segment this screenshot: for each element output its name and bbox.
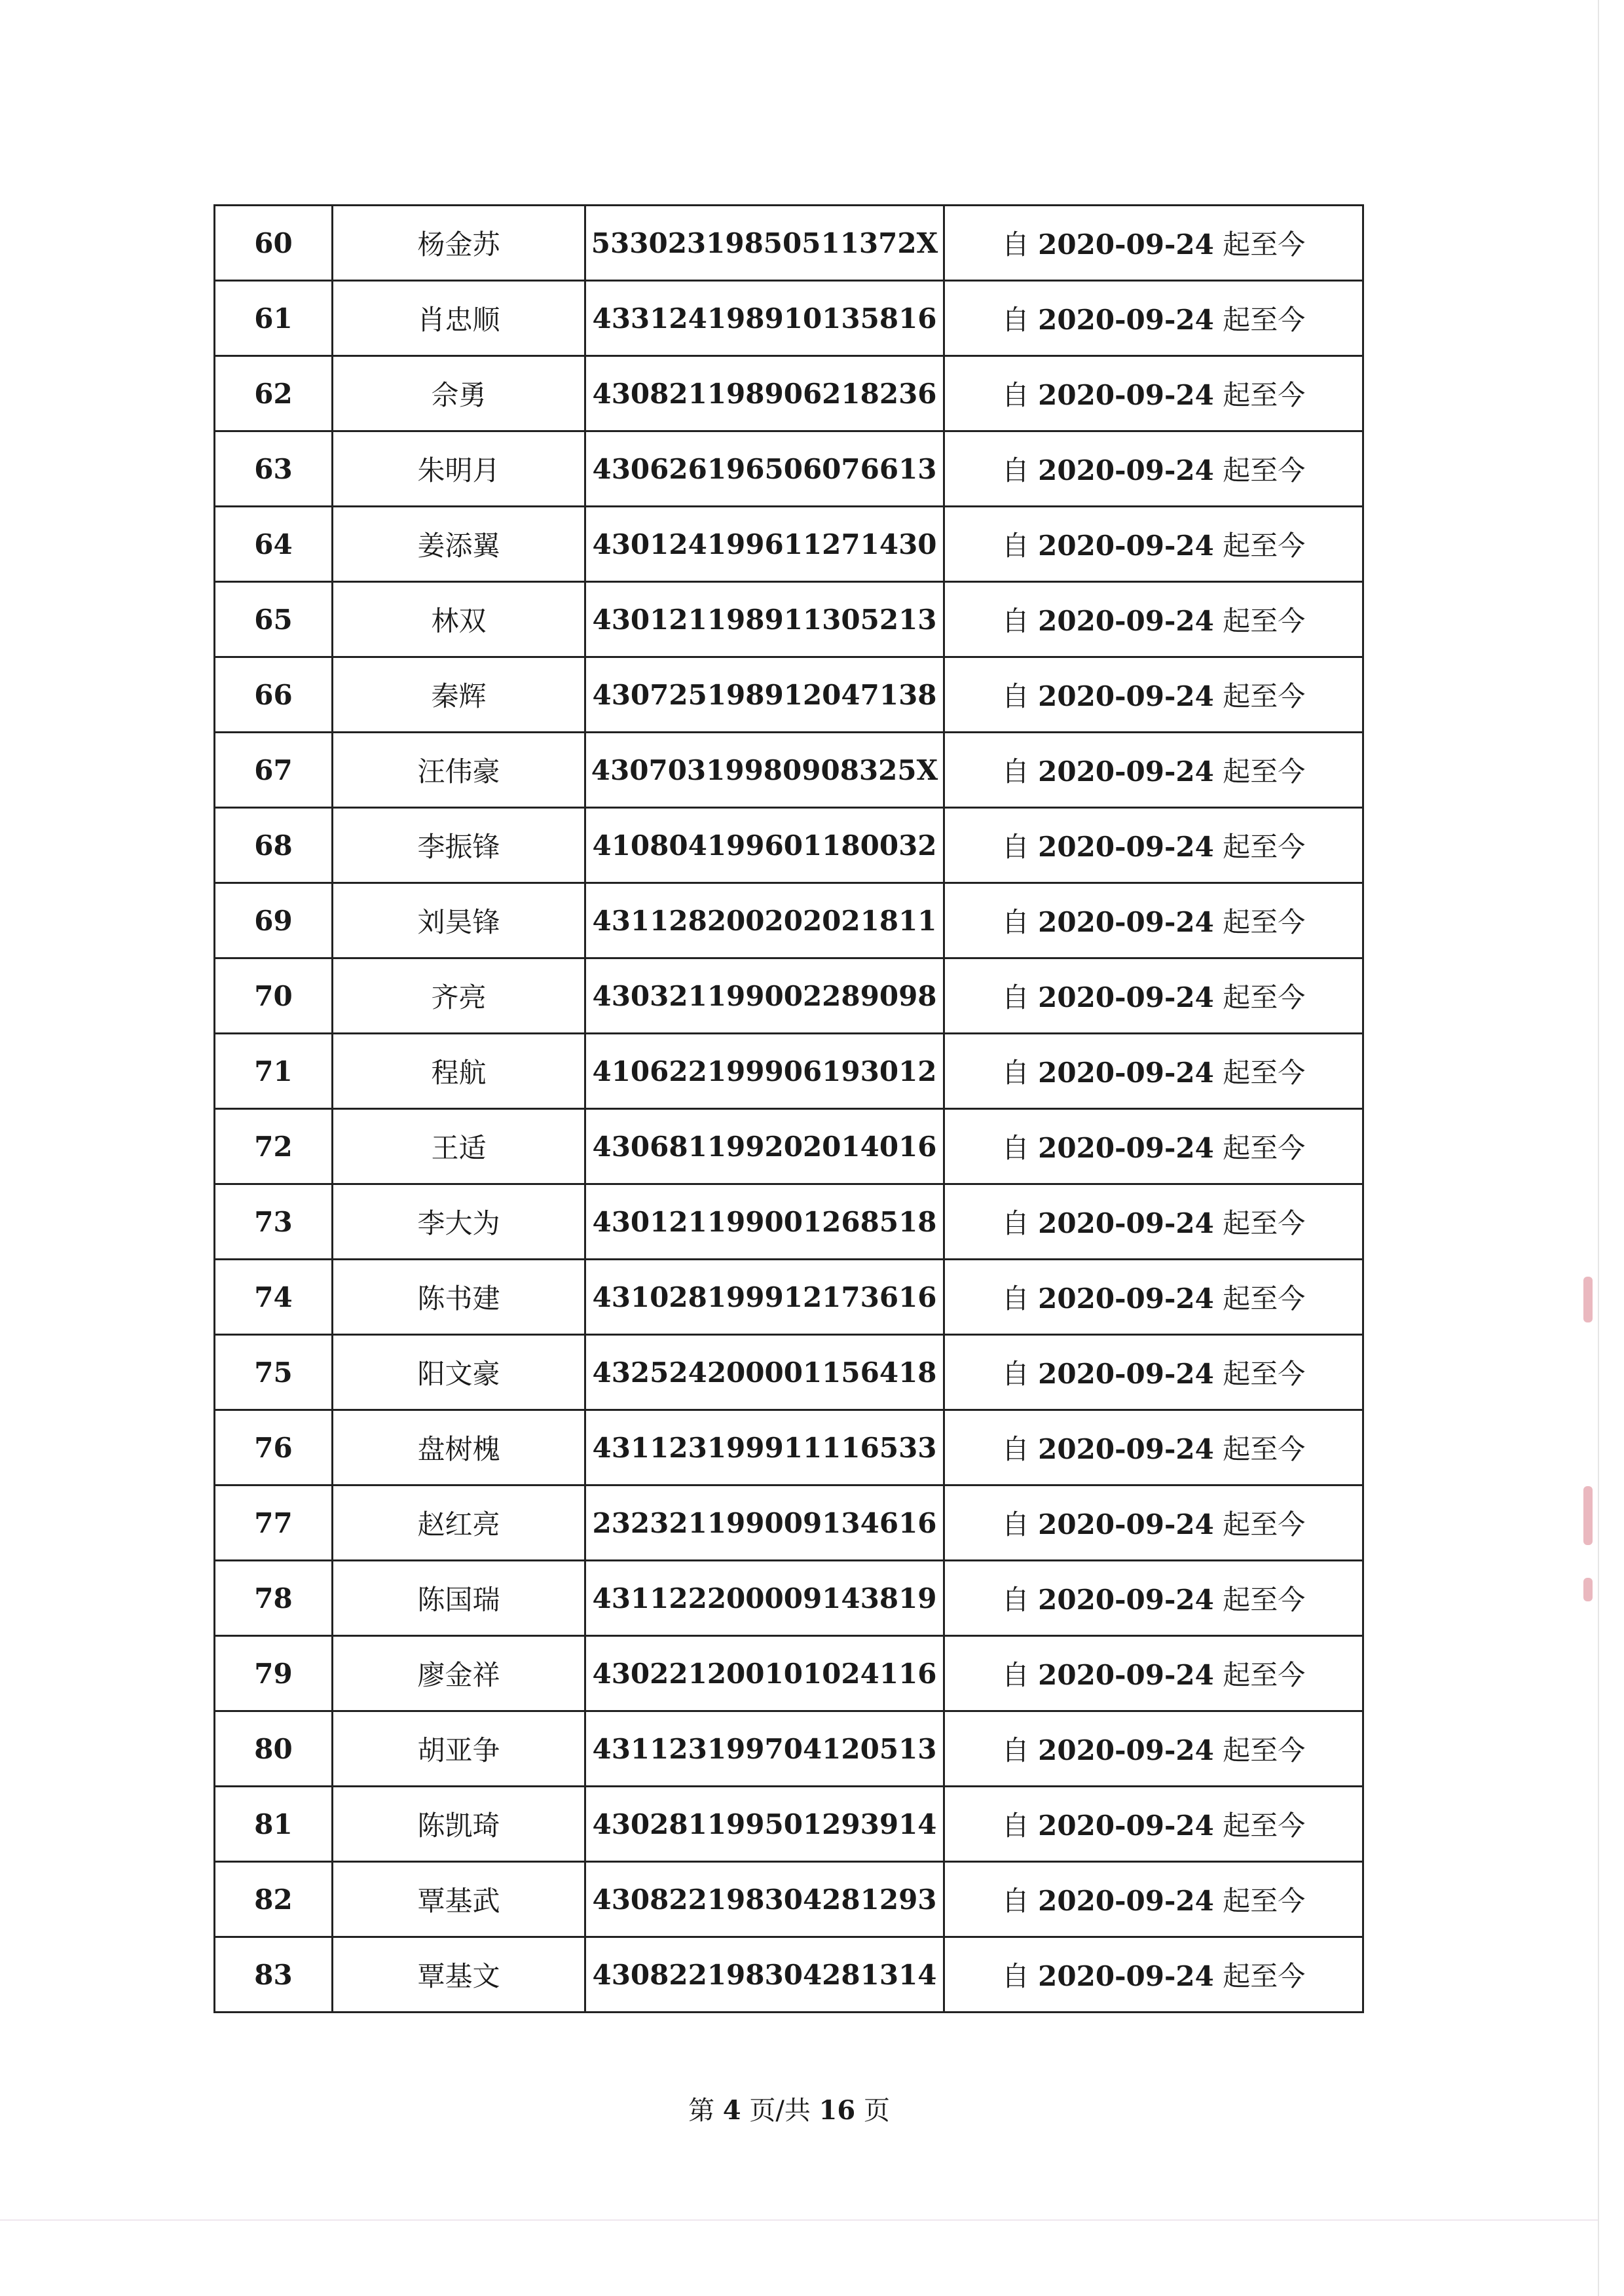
table-row: [215, 958, 1363, 1034]
period-prefix: 自: [1001, 906, 1029, 938]
period-suffix: 起至今: [1223, 831, 1306, 863]
period-start-date: 2020-09-24: [1038, 379, 1214, 411]
period-prefix: 自: [1001, 1132, 1029, 1164]
name-cell: 刘昊锋: [333, 883, 585, 958]
name-cell: 秦辉: [333, 657, 585, 733]
name-cell: 覃基文: [333, 1937, 585, 2013]
id-number-cell: 430321199002289098: [585, 958, 944, 1034]
row-number-cell: 70: [215, 958, 333, 1034]
period-cell: [944, 281, 1363, 356]
footer-prefix: 第: [688, 2096, 715, 2126]
name-cell: 李振锋: [333, 808, 585, 883]
name-cell: 程航: [333, 1034, 585, 1109]
period-start-date: 2020-09-24: [1038, 605, 1214, 637]
period-suffix: 起至今: [1223, 1960, 1306, 1992]
period-suffix: 起至今: [1223, 1132, 1306, 1164]
name-cell: 齐亮: [333, 958, 585, 1034]
period-cell: [944, 507, 1363, 582]
name-cell: 廖金祥: [333, 1636, 585, 1711]
name-cell: 李大为: [333, 1184, 585, 1260]
period-prefix: 自: [1001, 1960, 1029, 1992]
id-number-cell: 410804199601180032: [585, 808, 944, 883]
row-number-cell: 63: [215, 431, 333, 507]
id-number-cell: 431123199911116533: [585, 1410, 944, 1485]
period-suffix: 起至今: [1223, 1885, 1306, 1917]
period-cell: [944, 1937, 1363, 2013]
period-start-date: 2020-09-24: [1038, 680, 1214, 712]
table-row: [215, 206, 1363, 281]
period-start-date: 2020-09-24: [1038, 906, 1214, 938]
period-start-date: 2020-09-24: [1038, 1508, 1214, 1540]
name-cell: 肖忠顺: [333, 281, 585, 356]
row-number-cell: 76: [215, 1410, 333, 1485]
record-table-body: [215, 206, 1363, 2013]
period-prefix: 自: [1001, 228, 1029, 261]
period-prefix: 自: [1001, 981, 1029, 1013]
row-number-cell: 83: [215, 1937, 333, 2013]
period-prefix: 自: [1001, 1734, 1029, 1766]
period-start-date: 2020-09-24: [1038, 1283, 1214, 1315]
period-start-date: 2020-09-24: [1038, 304, 1214, 336]
period-suffix: 起至今: [1223, 1283, 1306, 1315]
period-start-date: 2020-09-24: [1038, 1810, 1214, 1842]
row-number-cell: 73: [215, 1184, 333, 1260]
period-start-date: 2020-09-24: [1038, 1734, 1214, 1766]
period-suffix: 起至今: [1223, 981, 1306, 1013]
name-cell: 胡亚争: [333, 1711, 585, 1787]
id-number-cell: 431028199912173616: [585, 1260, 944, 1335]
period-cell: [944, 1862, 1363, 1937]
period-cell: [944, 1109, 1363, 1184]
period-prefix: 自: [1001, 1659, 1029, 1691]
period-start-date: 2020-09-24: [1038, 1433, 1214, 1465]
id-number-cell: 431123199704120513: [585, 1711, 944, 1787]
seal-fragment: [1583, 1277, 1593, 1322]
row-number-cell: 67: [215, 733, 333, 808]
period-cell: [944, 206, 1363, 281]
id-number-cell: 430121198911305213: [585, 582, 944, 657]
period-cell: [944, 1636, 1363, 1711]
period-suffix: 起至今: [1223, 756, 1306, 788]
footer-middle: 页/共: [749, 2096, 811, 2126]
id-number-cell: 430681199202014016: [585, 1109, 944, 1184]
page-edge-bottom: [0, 2219, 1598, 2221]
id-number-cell: 43070319980908325X: [585, 733, 944, 808]
id-number-cell: 430281199501293914: [585, 1787, 944, 1862]
table-row: [215, 657, 1363, 733]
period-prefix: 自: [1001, 756, 1029, 788]
period-start-date: 2020-09-24: [1038, 1057, 1214, 1089]
page-edge-right: [1598, 0, 1599, 2296]
name-cell: 姜添翼: [333, 507, 585, 582]
table-row: [215, 281, 1363, 356]
period-start-date: 2020-09-24: [1038, 1584, 1214, 1616]
period-suffix: 起至今: [1223, 1207, 1306, 1239]
period-suffix: 起至今: [1223, 304, 1306, 336]
row-number-cell: 82: [215, 1862, 333, 1937]
footer-current-page: 4: [722, 2095, 741, 2126]
id-number-cell: 430124199611271430: [585, 507, 944, 582]
period-start-date: 2020-09-24: [1038, 756, 1214, 788]
period-start-date: 2020-09-24: [1038, 1659, 1214, 1691]
period-suffix: 起至今: [1223, 1810, 1306, 1842]
row-number-cell: 68: [215, 808, 333, 883]
period-cell: [944, 582, 1363, 657]
period-start-date: 2020-09-24: [1038, 454, 1214, 486]
name-cell: 陈国瑞: [333, 1561, 585, 1636]
period-suffix: 起至今: [1223, 680, 1306, 712]
table-row: [215, 431, 1363, 507]
period-prefix: 自: [1001, 1885, 1029, 1917]
period-start-date: 2020-09-24: [1038, 1358, 1214, 1390]
row-number-cell: 61: [215, 281, 333, 356]
period-prefix: 自: [1001, 1283, 1029, 1315]
page-footer: [0, 2090, 1578, 2127]
period-suffix: 起至今: [1223, 605, 1306, 637]
table-row: [215, 1787, 1363, 1862]
name-cell: 杨金苏: [333, 206, 585, 281]
table-row: [215, 507, 1363, 582]
period-prefix: 自: [1001, 1508, 1029, 1540]
period-suffix: 起至今: [1223, 906, 1306, 938]
period-suffix: 起至今: [1223, 1584, 1306, 1616]
period-suffix: 起至今: [1223, 379, 1306, 411]
name-cell: 陈书建: [333, 1260, 585, 1335]
name-cell: 盘树槐: [333, 1410, 585, 1485]
period-suffix: 起至今: [1223, 228, 1306, 261]
period-start-date: 2020-09-24: [1038, 1207, 1214, 1239]
period-start-date: 2020-09-24: [1038, 1132, 1214, 1164]
footer-total-pages: 16: [819, 2095, 856, 2126]
name-cell: 汪伟豪: [333, 733, 585, 808]
period-cell: [944, 1711, 1363, 1787]
period-cell: [944, 431, 1363, 507]
name-cell: 朱明月: [333, 431, 585, 507]
period-start-date: 2020-09-24: [1038, 1960, 1214, 1992]
table-row: [215, 1184, 1363, 1260]
period-cell: [944, 1787, 1363, 1862]
period-suffix: 起至今: [1223, 1057, 1306, 1089]
name-cell: 阳文豪: [333, 1335, 585, 1410]
period-prefix: 自: [1001, 454, 1029, 486]
period-prefix: 自: [1001, 680, 1029, 712]
table-row: [215, 356, 1363, 431]
period-prefix: 自: [1001, 605, 1029, 637]
period-cell: [944, 883, 1363, 958]
row-number-cell: 81: [215, 1787, 333, 1862]
table-row: [215, 1335, 1363, 1410]
period-suffix: 起至今: [1223, 454, 1306, 486]
id-number-cell: 430121199001268518: [585, 1184, 944, 1260]
row-number-cell: 75: [215, 1335, 333, 1410]
period-suffix: 起至今: [1223, 1659, 1306, 1691]
id-number-cell: 53302319850511372X: [585, 206, 944, 281]
row-number-cell: 77: [215, 1485, 333, 1561]
table-row: [215, 1711, 1363, 1787]
table-row: [215, 582, 1363, 657]
period-cell: [944, 1561, 1363, 1636]
table-row: [215, 883, 1363, 958]
period-suffix: 起至今: [1223, 530, 1306, 562]
period-start-date: 2020-09-24: [1038, 831, 1214, 863]
period-prefix: 自: [1001, 530, 1029, 562]
period-cell: [944, 1485, 1363, 1561]
table-row: [215, 1937, 1363, 2013]
name-cell: 赵红亮: [333, 1485, 585, 1561]
period-suffix: 起至今: [1223, 1734, 1306, 1766]
name-cell: 王适: [333, 1109, 585, 1184]
period-prefix: 自: [1001, 831, 1029, 863]
row-number-cell: 65: [215, 582, 333, 657]
period-suffix: 起至今: [1223, 1508, 1306, 1540]
period-cell: [944, 657, 1363, 733]
table-row: [215, 1260, 1363, 1335]
name-cell: 林双: [333, 582, 585, 657]
table-row: [215, 1636, 1363, 1711]
period-prefix: 自: [1001, 1433, 1029, 1465]
record-table: [213, 204, 1364, 2013]
period-cell: [944, 1184, 1363, 1260]
period-cell: [944, 958, 1363, 1034]
period-cell: [944, 1260, 1363, 1335]
period-prefix: 自: [1001, 1810, 1029, 1842]
id-number-cell: 232321199009134616: [585, 1485, 944, 1561]
period-cell: [944, 1335, 1363, 1410]
id-number-cell: 430221200101024116: [585, 1636, 944, 1711]
row-number-cell: 69: [215, 883, 333, 958]
period-cell: [944, 808, 1363, 883]
period-prefix: 自: [1001, 1358, 1029, 1390]
row-number-cell: 64: [215, 507, 333, 582]
row-number-cell: 60: [215, 206, 333, 281]
id-number-cell: 431122200009143819: [585, 1561, 944, 1636]
period-cell: [944, 1034, 1363, 1109]
table-row: [215, 1561, 1363, 1636]
row-number-cell: 74: [215, 1260, 333, 1335]
table-row: [215, 1862, 1363, 1937]
period-start-date: 2020-09-24: [1038, 228, 1214, 261]
table-row: [215, 1410, 1363, 1485]
table-row: [215, 1109, 1363, 1184]
id-number-cell: 430822198304281314: [585, 1937, 944, 2013]
id-number-cell: 433124198910135816: [585, 281, 944, 356]
name-cell: 佘勇: [333, 356, 585, 431]
table-row: [215, 733, 1363, 808]
period-start-date: 2020-09-24: [1038, 981, 1214, 1013]
row-number-cell: 80: [215, 1711, 333, 1787]
id-number-cell: 431128200202021811: [585, 883, 944, 958]
id-number-cell: 430822198304281293: [585, 1862, 944, 1937]
id-number-cell: 430821198906218236: [585, 356, 944, 431]
table-row: [215, 1034, 1363, 1109]
period-prefix: 自: [1001, 1057, 1029, 1089]
table-row: [215, 808, 1363, 883]
row-number-cell: 79: [215, 1636, 333, 1711]
seal-fragment: [1583, 1578, 1593, 1601]
row-number-cell: 71: [215, 1034, 333, 1109]
period-start-date: 2020-09-24: [1038, 530, 1214, 562]
period-cell: [944, 356, 1363, 431]
id-number-cell: 430725198912047138: [585, 657, 944, 733]
id-number-cell: 430626196506076613: [585, 431, 944, 507]
name-cell: 覃基武: [333, 1862, 585, 1937]
period-cell: [944, 1410, 1363, 1485]
id-number-cell: 410622199906193012: [585, 1034, 944, 1109]
period-prefix: 自: [1001, 379, 1029, 411]
period-start-date: 2020-09-24: [1038, 1885, 1214, 1917]
table-row: [215, 1485, 1363, 1561]
period-prefix: 自: [1001, 1207, 1029, 1239]
period-prefix: 自: [1001, 1584, 1029, 1616]
period-suffix: 起至今: [1223, 1358, 1306, 1390]
row-number-cell: 72: [215, 1109, 333, 1184]
period-suffix: 起至今: [1223, 1433, 1306, 1465]
period-prefix: 自: [1001, 304, 1029, 336]
seal-fragment: [1583, 1486, 1593, 1545]
row-number-cell: 78: [215, 1561, 333, 1636]
footer-suffix: 页: [863, 2096, 890, 2126]
period-cell: [944, 733, 1363, 808]
name-cell: 陈凯琦: [333, 1787, 585, 1862]
row-number-cell: 62: [215, 356, 333, 431]
id-number-cell: 432524200001156418: [585, 1335, 944, 1410]
row-number-cell: 66: [215, 657, 333, 733]
